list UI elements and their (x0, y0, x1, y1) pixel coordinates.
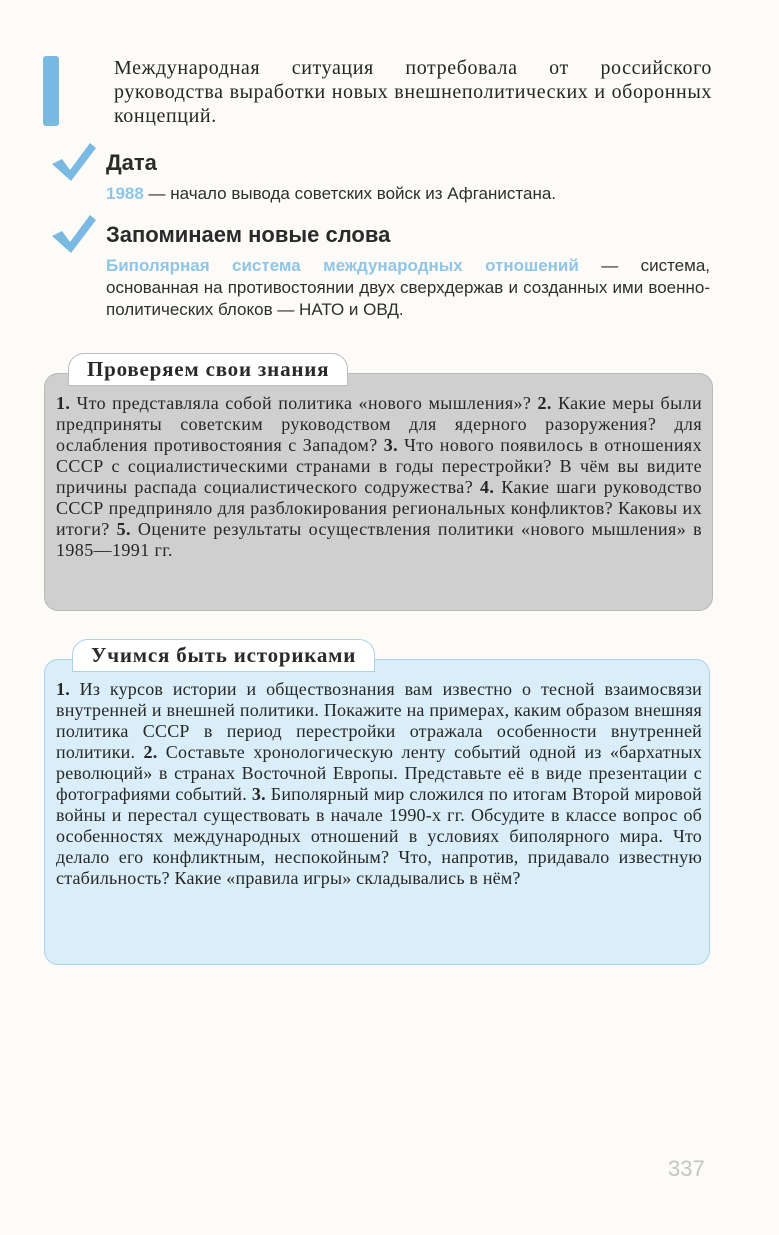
words-heading: Запоминаем новые слова (106, 222, 391, 247)
term: Биполярная система международных отношений (106, 256, 579, 275)
question-number: 1. (56, 393, 71, 413)
question-text: Оцените результаты осуществления политики «нового мышления» в 1985—1991 гг. (56, 519, 702, 560)
date-heading: Дата (106, 150, 157, 175)
question-number: 3. (383, 435, 399, 455)
check-knowledge-title: Проверяем свои знания (68, 353, 348, 386)
task-number: 2. (143, 742, 158, 762)
check-knowledge-questions (56, 393, 702, 561)
question-text: Что нового появилось в отношениях СССР с социалистическими странами в годы перестройки? В чём вы видите причины распада социалистического содружества? (56, 435, 702, 497)
question-number: 2. (537, 393, 552, 413)
intro-accent-bar (43, 56, 59, 126)
historians-title: Учимся быть историками (72, 639, 375, 672)
question-text: Что представляла собой политика «нового мышления»? (70, 393, 538, 413)
question-text: Какие меры были предприняты советским руководством для ядерного разоружения? для ослабления противостояния с Западом? (56, 393, 702, 455)
task-number: 3. (251, 784, 266, 804)
term-definition (106, 255, 710, 321)
date-description: — начало вывода советских войск из Афганистана. (143, 184, 557, 203)
date-text (106, 183, 710, 205)
task-text: Биполярный мир сложился по итогам Второй мировой войны и перестал существовать в начале 1990-х гг. Обсудите в классе вопрос об особенностях международных отношений в условиях биполярного мира. Что делало его конфликтным, неспокойным? Что, напротив, придавало известную стабильность? Какие «правила игры» складывались в нём? (56, 784, 702, 888)
definition-text: — система, основанная на противостоянии двух сверхдержав и созданных ими военно-политических блоков — НАТО и ОВД. (106, 256, 711, 319)
date-year: 1988 (106, 184, 144, 203)
intro-paragraph: Международная ситуация потребовала от российского руководства выработки новых внешнеполитических и оборонных концепций. (114, 57, 712, 127)
task-text: Составьте хронологическую ленту событий одной из «бархатных революций» в странах Восточной Европы. Представьте её в виде презентации с фотографиями событий. (56, 742, 702, 804)
question-number: 4. (480, 477, 495, 497)
historians-tasks (56, 679, 702, 889)
checkmark-icon (50, 212, 98, 256)
page-number: 337 (668, 1156, 705, 1181)
question-number: 5. (116, 519, 131, 539)
question-text: Какие шаги руководство СССР предприняло для разблокирования региональных конфликтов? Каковы их итоги? (56, 477, 702, 539)
task-number: 1. (56, 679, 70, 699)
task-text: Из курсов истории и обществознания вам известно о тесной взаимосвязи внутренней и внешней политики. Покажите на примерах, каким образом внешняя политика СССР в период перестройки отражала особенности внутренней политики. (56, 679, 702, 762)
checkmark-icon (50, 140, 98, 184)
